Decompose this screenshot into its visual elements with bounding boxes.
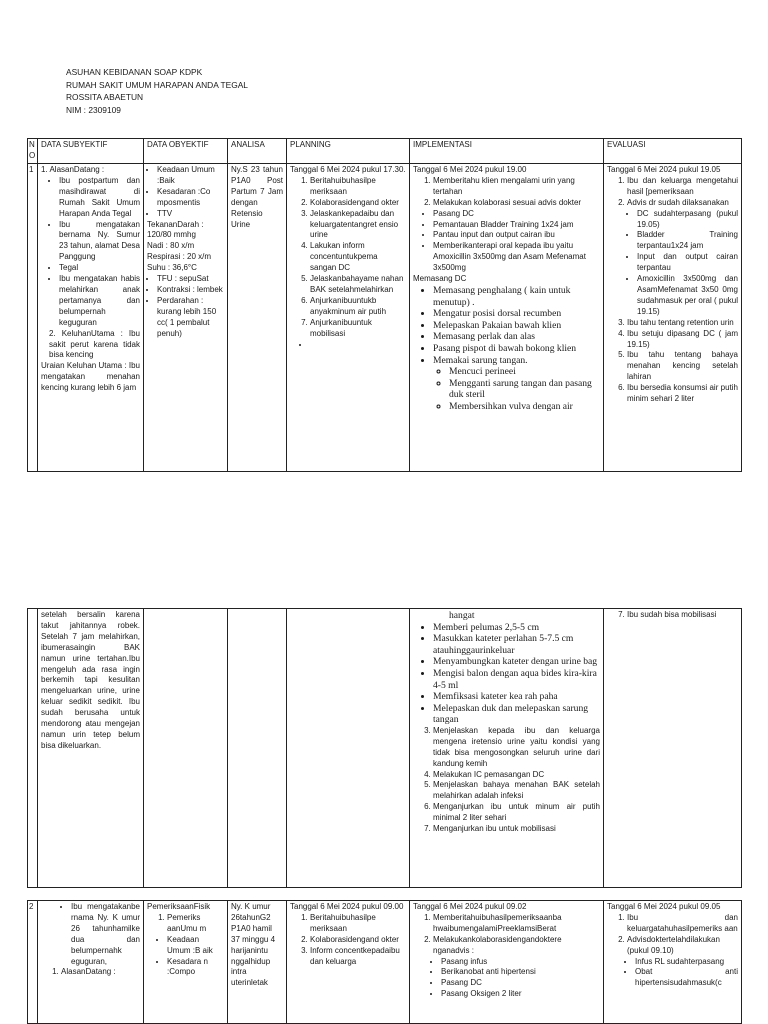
row1-subjektif [38,164,144,472]
dc-step: • Pasang pispot di bawah bokong klien [433,343,600,355]
col-header-planning: PLANNING [287,139,410,164]
col-header-objektif: DATA OBYEKTIF [144,139,228,164]
evaluasi-item: 1. Ibu dan keluarga mengetahui hasil [pemeriksaan [627,176,738,198]
subjektif-bullet: • Ibu mengatakanbe rnama Ny. K umur 26 tahunhamilke dua dan belumpernahk eguguran, [71,902,140,967]
objektif-item: • Keadaan Umum :Baik [157,165,224,187]
soap-table-page2 [27,608,742,888]
row1cont-evaluasi [604,609,742,888]
implementasi-subitem: • Pasang DC [433,209,600,220]
row1-objektif [144,164,228,472]
objektif-item: 1. Pemeriks aanUmu m [167,913,224,935]
planning-item: 2. Kolaborasidengand okter [310,935,406,946]
soap-table-row2 [27,900,742,1024]
implementasi-date: Tanggal 6 Mei 2024 pukul 09.02 [413,902,527,911]
row1-implementasi [410,164,604,472]
subjektif-item: 1. AlasanDatang : [41,165,105,174]
evaluasi-item: 2. Advis dr sudah dilaksanakan [627,198,738,209]
row1cont-objektif [144,609,228,888]
dc-step: • Masukkan kateter perlahan 5-7.5 cm atauhinggaurinkeluar [433,633,600,656]
dc-step: • Melepaskan duk dan melepaskan sarung tangan [433,703,600,726]
objektif-item: Suhu : 36,6°C [147,263,197,273]
planning-item: 7. Anjurkanibuuntuk mobilisasi [310,318,406,340]
row1-evaluasi [604,164,742,472]
implementasi-subitem: • Pasang Oksigen 2 liter [441,989,600,1000]
planning-item: 3. Inform concentkepadaibu dan keluarga [310,946,406,968]
row1-analisa: Ny.S 23 tahun P1A0 Post Partum 7 Jam dengan Retensio Urine [228,164,287,472]
evaluasi-item: 3. Ibu tahu tentang retention urin [627,318,738,329]
implementasi-item: 7. Menganjurkan ibu untuk mobilisasi [433,824,600,835]
objektif-item: • TFU : sepuSat [157,274,224,285]
col-header-analisa: ANALISA [228,139,287,164]
dc-step-cont: hangat [449,610,475,621]
evaluasi-date: Tanggal 6 Mei 2024 pukul 09.05 [607,902,721,911]
dc-step: • Mengisi balon dengan aqua bides kira-kira 4-5 ml [433,668,600,691]
row1cont-subjektif: setelah bersalin karena takut jahitannya robek. Setelah 7 jam melahirkan, ibumerasaingin BAK namun urine tertahan.Ibu mengeluh ada rasa ingin berkemih tapi kesulitan mengeluarkan urine, urine keluar sedikit sedikit. Ibu sudah berusaha untuk mendorong atau mengejan namun urin tetep belum bisa dikeluarkan. [38,609,144,888]
planning-item: 1. Beritahuibuhasilpe meriksaan [310,176,406,198]
dc-step: • Melepaskan Pakaian bawah klien [433,320,600,332]
row2-subjektif [38,901,144,1024]
objektif-item: TekananDarah : 120/80 mmhg [147,219,204,240]
dc-step: • Menyambungkan kateter dengan urine bag [433,656,600,668]
implementasi-item: 1. Memberitahu klien mengalami urin yang tertahan [433,176,600,198]
subjektif-bullet: • Ibu mengatakan habis melahirkan anak pertamanya dan belumpernah keguguran [59,274,140,329]
row2-implementasi [410,901,604,1024]
planning-empty-bullet [310,340,406,351]
col-header-evaluasi: EVALUASI [604,139,742,164]
row2-objektif [144,901,228,1024]
implementasi-subitem: • Pasang DC [441,978,600,989]
dc-substep: ◦ Membersihkan vulva dengan air [449,401,600,413]
col-header-no-text: N O [29,140,36,160]
objektif-item: • Keadaan Umum :B aik [167,935,224,957]
evaluasi-subitem: • DC sudahterpasang (pukul 19.05) [637,209,738,231]
dc-step: • Memakai sarung tangan. [433,355,600,367]
dc-step: • Memasang penghalang ( kain untuk menutup) . [433,285,600,308]
row1-no: 1 [28,164,38,472]
evaluasi-item: 5. Ibu tahu tentang bahaya menahan kencing setelah lahiran [627,350,738,383]
header-student-name: ROSSITA ABAETUN [66,92,144,102]
subjektif-item: Uraian Keluhan Utama : Ibu mengatakan menahan kencing kurang lebih 6 jam [41,361,140,393]
subjektif-bullet: • Ibu postpartum dan masihdirawat di Rumah Sakit Umum Harapan Anda Tegal [59,176,140,220]
evaluasi-item: 2. Advisdoktertelahdilakukan (pukul 09.10) [627,935,738,957]
row2-no: 2 [28,901,38,1024]
planning-date: Tanggal 6 Mei 2024 pukul 09.00 [290,902,404,911]
implementasi-subitem: • Pantau input dan output cairan ibu [433,230,600,241]
row2-planning [287,901,410,1024]
row1cont-analisa [228,609,287,888]
table-header-row [28,139,742,164]
implementasi-subitem: • Pasang infus [441,957,600,968]
document-header [66,66,248,116]
implementasi-item: 2. Melakukan kolaborasi sesuai advis dokter [433,198,600,209]
dc-substep: ◦ Mengganti sarung tangan dan pasang duk steril [449,378,600,401]
implementasi-subitem: • Memberikanterapi oral kepada ibu yaitu Amoxicillin 3x500mg dan Asam Mefenamat 3x500mg [433,241,600,274]
planning-item: 4. Lakukan inform concentuntukpema sangan DC [310,241,406,274]
objektif-title: PemeriksaanFisik [147,902,211,911]
row1cont-implementasi [410,609,604,888]
objektif-item: Nadi : 80 x/m [147,241,195,251]
evaluasi-item: 6. Ibu bersedia konsumsi air putih minim sehari 2 liter [627,383,738,405]
evaluasi-subitem: • Infus RL sudahterpasang [635,957,738,968]
implementasi-item: 1. Memberitahuibuhasilpemeriksaanba hwaibumengalamiPreeklamsiBerat [433,913,600,935]
planning-item: 5. Jelaskanbahayame nahan BAK setelahmelahirkan [310,274,406,296]
implementasi-item: 5. Menjelaskan bahaya menahan BAK setelah melahirkan adalah infeksi [433,780,600,802]
planning-item: 3. Jelaskankepadaibu dan keluargatentangret ensio urine [310,209,406,242]
implementasi-subitem: • Pemantauan Bladder Training 1x24 jam [433,220,600,231]
soap-table-page1 [27,138,742,472]
implementasi-item: 3. Menjelaskan kepada ibu dan keluarga mengena iretensio urine yaitu kondisi yang tidak bisa mengosongkan seluruh urine dari kandung kemih [433,726,600,770]
dc-step: • Mengatur posisi dorsal recumben [433,308,600,320]
subjektif-item: 2. KeluhanUtama : Ibu sakit perut karena tidak bisa kencing [49,328,140,360]
col-header-implementasi: IMPLEMENTASI [410,139,604,164]
objektif-item: • Kontraksi : lembek [157,285,224,296]
header-title: ASUHAN KEBIDANAN SOAP KDPK [66,67,203,77]
objektif-item: • Kesadaran :Co mposmentis [157,187,224,209]
subjektif-item: 1. AlasanDatang : [61,967,140,978]
evaluasi-item: 7. Ibu sudah bisa mobilisasi [627,610,738,621]
evaluasi-subitem: • Amoxicillin 3x500mg dan AsamMefenamat 3x50 0mg sudahmasuk per oral ( pukul 19.15) [637,274,738,318]
evaluasi-subitem: • Obat anti hipertensisudahmasuk(c [635,967,738,989]
implementasi-dc-title: Memasang DC [413,274,467,284]
table-row [28,609,742,888]
implementasi-subitem: • Berikanobat anti hipertensi [441,967,600,978]
evaluasi-item: 1. Ibu dan keluargatahuhasilpemeriks aan [627,913,738,935]
table-row [28,901,742,1024]
col-header-subjektif: DATA SUBYEKTIF [38,139,144,164]
objektif-item: Respirasi : 20 x/m [147,252,212,262]
header-student-nim: NIM : 2309109 [66,104,121,115]
objektif-item: • TTV [157,209,224,220]
col-header-no [28,139,38,164]
implementasi-item: 2. Melakukankolaborasidengandoktere nganadvis : [433,935,600,957]
row1cont-no [28,609,38,888]
table-row [28,164,742,472]
dc-substep: ◦ Mencuci perineei [449,366,600,378]
objektif-item: • Perdarahan : kurang lebih 150 cc( 1 pembalut penuh) [157,296,224,340]
planning-date: Tanggal 6 Mei 2024 pukul 17.30. [290,165,406,174]
evaluasi-subitem: • Bladder Training terpantau1x24 jam [637,230,738,252]
row2-analisa: Ny. K umur 26tahunG2 P1A0 hamil 37 minggu 4 harijanintu nggalhidup intra uterinletak [228,901,287,1024]
row1-planning [287,164,410,472]
row1cont-planning [287,609,410,888]
evaluasi-subitem: • Input dan output cairan terpantau [637,252,738,274]
planning-item: 6. Anjurkanibuuntukb anyakminum air putih [310,296,406,318]
planning-item: 1. Beritahuibuhasilpe meriksaan [310,913,406,935]
implementasi-item: 6. Menganjurkan ibu untuk minum air putih minimal 2 liter sehari [433,802,600,824]
header-hospital: RUMAH SAKIT UMUM HARAPAN ANDA TEGAL [66,79,248,90]
planning-item: 2. Kolaborasidengand okter [310,198,406,209]
dc-step: • Memfiksasi kateter kea rah paha [433,691,600,703]
dc-step: • Memberi pelumas 2,5-5 cm [433,622,600,634]
objektif-item: • Kesadara n :Compo [167,957,224,979]
subjektif-bullet: • Tegal [59,263,140,274]
dc-step: • Memasang perlak dan alas [433,331,600,343]
row2-evaluasi [604,901,742,1024]
evaluasi-item: 4. Ibu setuju dipasang DC ( jam 19.15) [627,329,738,351]
implementasi-item: 4. Melakukan IC pemasangan DC [433,770,600,781]
implementasi-date: Tanggal 6 Mei 2024 pukul 19.00 [413,165,527,174]
evaluasi-date: Tanggal 6 Mei 2024 pukul 19.05 [607,165,721,174]
subjektif-bullet: • Ibu mengatakan bernama Ny. Sumur 23 tahun, alamat Desa Panggung [59,220,140,264]
